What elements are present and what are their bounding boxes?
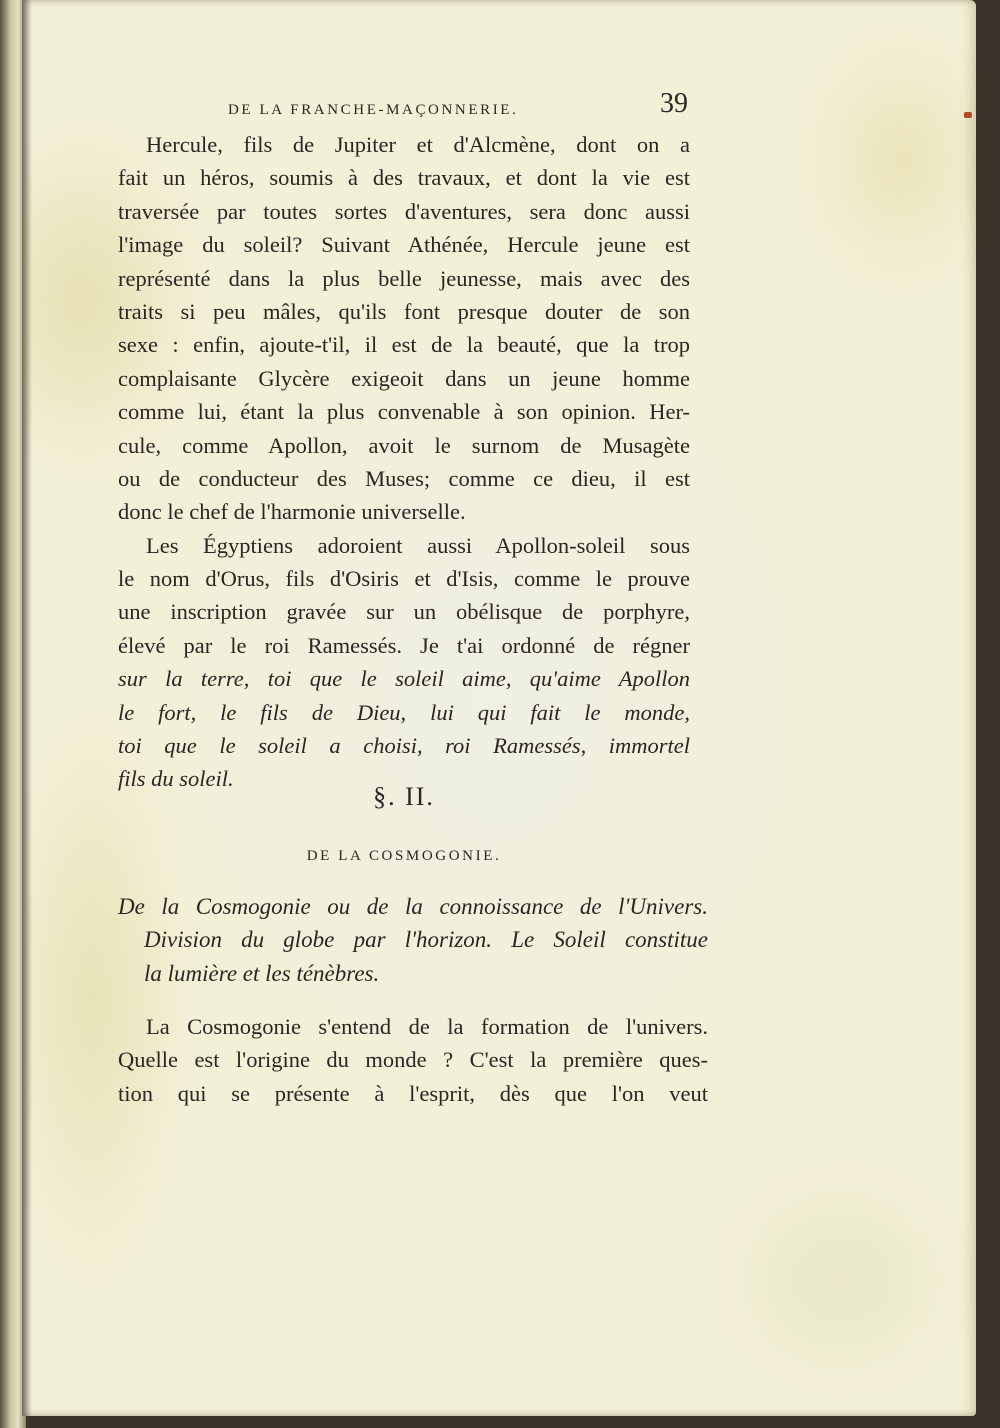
text-line: Hercule, fils de Jupiter et d'Alcmène, dont on a: [146, 132, 690, 157]
text-line: sur la terre, toi que le soleil aime, qu'aime Apollon: [118, 666, 690, 692]
text-line: donc le chef de l'harmonie universelle.: [118, 499, 466, 525]
text-line: La Cosmogonie s'entend de la formation de l'univers.: [146, 1014, 708, 1039]
text-line: l'image du soleil? Suivant Athénée, Hercule jeune est: [118, 232, 690, 258]
running-title: DE LA FRANCHE-MAÇONNERIE.: [228, 102, 519, 118]
section-title: DE LA COSMOGONIE.: [306, 848, 502, 864]
text-line: représenté dans la plus belle jeunesse, mais avec des: [118, 265, 690, 291]
section-summary: [118, 890, 708, 990]
text-line: traversée par toutes sortes d'aventures, sera donc aussi: [118, 198, 690, 224]
text-line: le fort, le fils de Dieu, lui qui fait le monde,: [118, 699, 690, 725]
text-line: Quelle est l'origine du monde ? C'est la première ques-: [118, 1047, 708, 1073]
text-line: toi que le soleil a choisi, roi Ramessés, immortel: [118, 733, 690, 759]
body-text: [118, 128, 690, 796]
text-line: cule, comme Apollon, avoit le surnom de Musagète: [118, 432, 690, 458]
text-line: comme lui, étant la plus convenable à son opinion. Her-: [118, 399, 690, 425]
text-line: tion qui se présente à l'esprit, dès que l'on veut: [118, 1080, 708, 1106]
text-line: sexe : enfin, ajoute-t'il, il est de la beauté, que la trop: [118, 332, 690, 358]
text-line: le nom d'Orus, fils d'Osiris et d'Isis, comme le prouve: [118, 566, 690, 592]
text-line: ou de conducteur des Muses; comme ce dieu, il est: [118, 465, 690, 491]
summary-line: De la Cosmogonie ou de la connoissance de l'Univers.: [118, 894, 708, 919]
text-line: fils du soleil.: [118, 766, 234, 792]
text-line: fait un héros, soumis à des travaux, et dont la vie est: [118, 165, 690, 191]
text-line: traits si peu mâles, qu'ils font presque douter de son: [118, 298, 690, 324]
page-number: 39: [660, 88, 688, 119]
body-text-continued: [118, 1010, 708, 1110]
summary-line: Division du globe par l'horizon. Le Soleil constitue: [144, 927, 708, 953]
summary-line: la lumière et les ténèbres.: [144, 960, 380, 986]
text-line: Les Égyptiens adoroient aussi Apollon-soleil sous: [146, 532, 690, 558]
text-line: une inscription gravée sur un obélisque de porphyre,: [118, 599, 690, 625]
page-edge-mark: [964, 112, 972, 118]
section-number: §. II.: [373, 782, 435, 811]
page-gutter-shadow: [22, 0, 32, 1416]
text-line: complaisante Glycère exigeoit dans un jeune homme: [118, 365, 690, 391]
text-line: élevé par le roi Ramessés. Je t'ai ordonné de régner: [118, 632, 690, 658]
